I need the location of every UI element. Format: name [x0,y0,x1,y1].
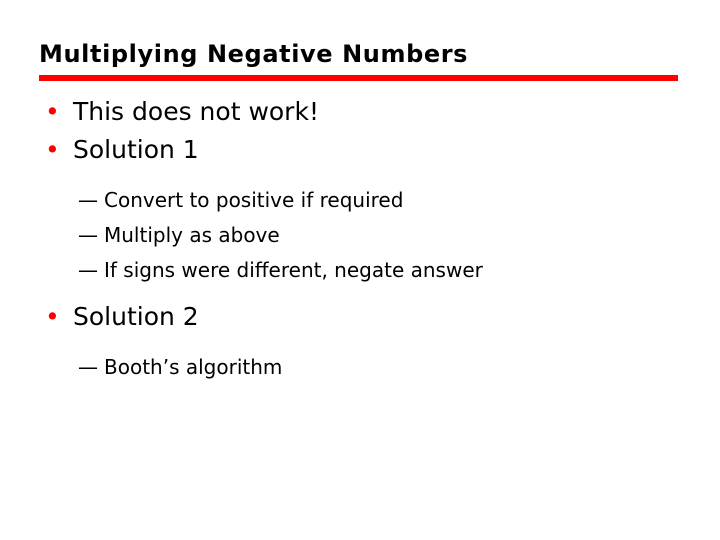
bullet-item [40,93,720,131]
sub-bullet-text: Multiply as above [104,223,280,247]
sub-bullet-item [40,253,720,288]
sub-bullet-text: If signs were different, negate answer [104,258,483,282]
sub-bullet-text: Booth’s algorithm [104,355,283,379]
bullet-text: Solution 2 [73,302,199,331]
dash-marker: — [78,258,98,282]
dash-marker: — [78,355,98,379]
bullet-marker: • [45,135,60,164]
slide-title: Multiplying Negative Numbers [39,40,469,68]
sub-bullet-item [40,350,720,385]
sub-bullet-item [40,218,720,253]
bullet-text: This does not work! [73,97,319,126]
bullet-marker: • [45,97,60,126]
dash-marker: — [78,188,98,212]
sub-bullet-item [40,183,720,218]
sub-bullet-list [40,336,720,395]
sub-bullet-text: Convert to positive if required [104,188,404,212]
dash-marker: — [78,223,98,247]
bullet-item [40,298,720,336]
bullet-text: Solution 1 [73,135,199,164]
title-underline [39,75,678,81]
bullet-list [40,93,720,395]
bullet-item [40,131,720,169]
sub-bullet-list [40,169,720,298]
bullet-marker: • [45,302,60,331]
